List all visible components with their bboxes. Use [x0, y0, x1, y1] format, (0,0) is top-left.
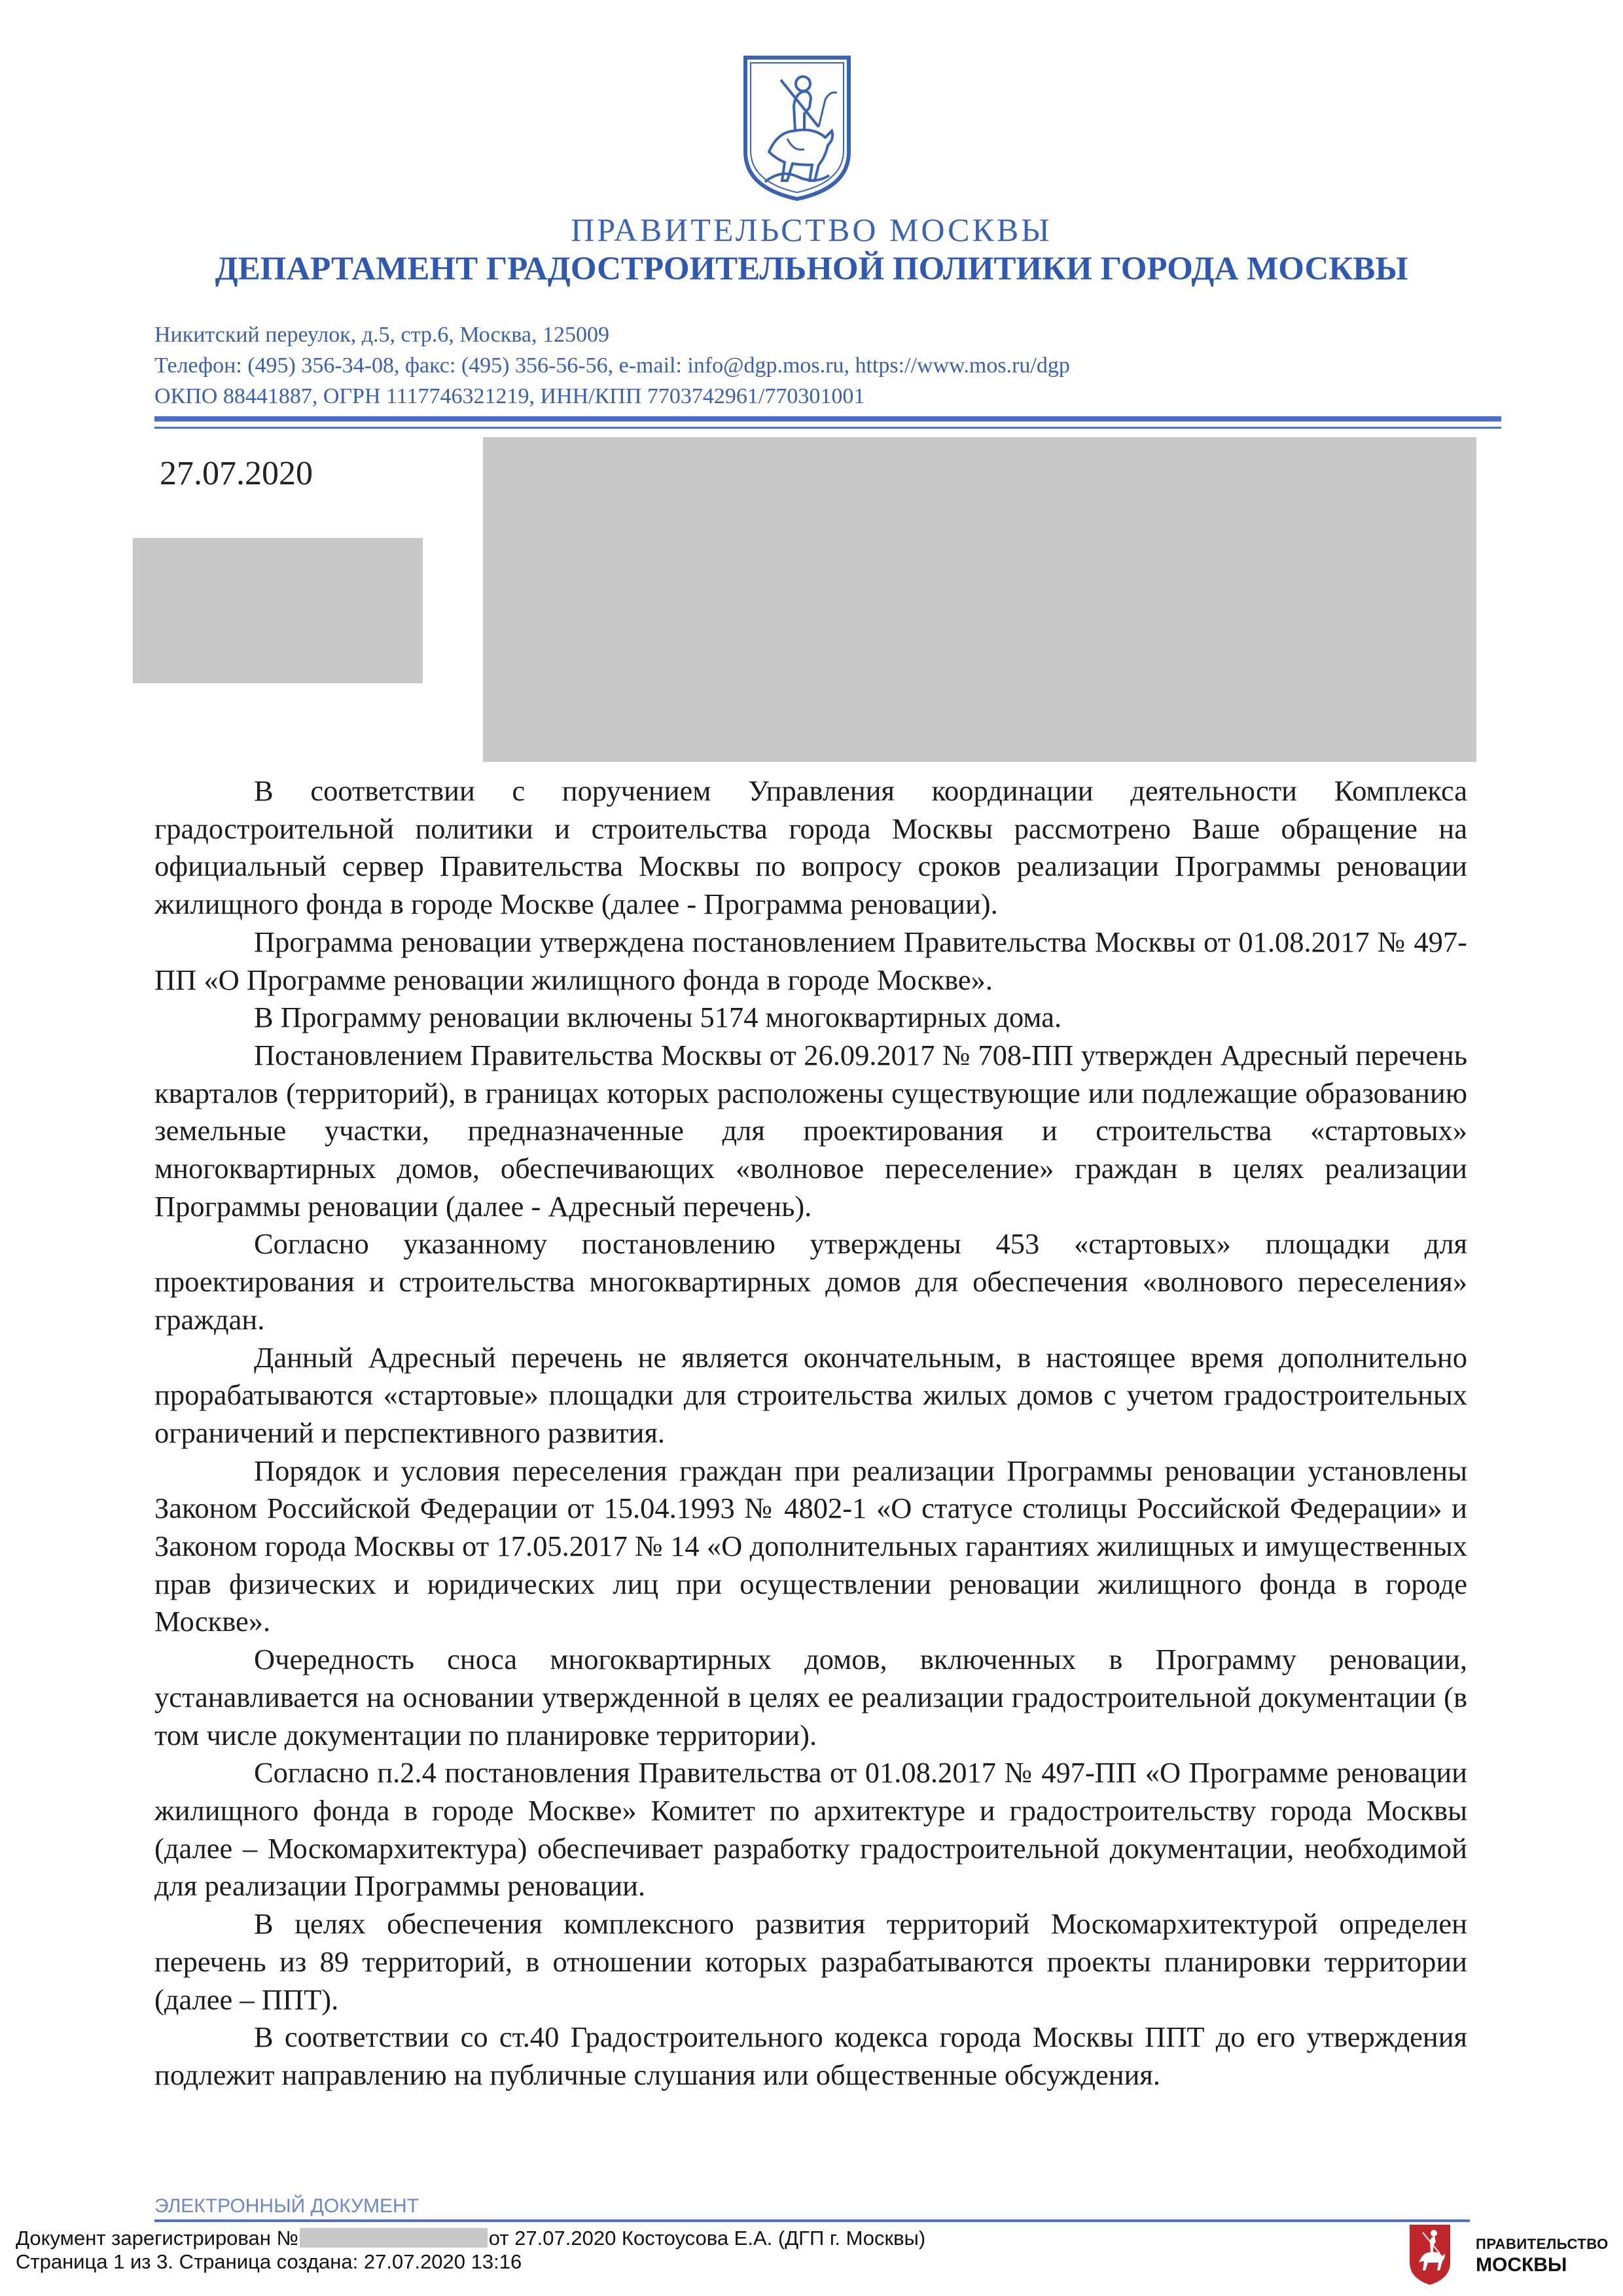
body-paragraph: Постановлением Правительства Москвы от 26.09.2017 № 708-ПП утвержден Адресный перечень кварталов (территорий), в границах которых расположены существующие или подлежащие образованию земельные участки, предназначенные для проектирования и строительства «стартовых» многоквартирных домов, обеспечивающих «волновое переселение» граждан в целях реализации Программы реновации (далее - Адресный перечень). [154, 1038, 1467, 1223]
org-name-line2: ДЕПАРТАМЕНТ ГРАДОСТРОИТЕЛЬНОЙ ПОЛИТИКИ ГОРОДА МОСКВЫ [215, 251, 1408, 287]
moscow-coat-of-arms-icon [741, 54, 853, 202]
org-name-line1: ПРАВИТЕЛЬСТВО МОСКВЫ [571, 211, 1052, 248]
address-line: Никитский переулок, д.5, стр.6, Москва, 125009 [154, 323, 609, 347]
logo-text-line1: ПРАВИТЕЛЬСТВО [1476, 2236, 1609, 2252]
registration-codes-line: ОКПО 88441887, ОГРН 1117746321219, ИНН/КПП 7703742961/770301001 [154, 384, 865, 408]
phone-line: Телефон: (495) 356-34-08, факс: (495) 356-56-56, e-mail: info@dgp.mos.ru, https://www.mos.ru/dgp [154, 353, 1070, 378]
letter-date: 27.07.2020 [160, 455, 313, 492]
electronic-document-label: ЭЛЕКТРОННЫЙ ДОКУМЕНТ [154, 2195, 419, 2217]
body-paragraph: Согласно п.2.4 постановления Правительства от 01.08.2017 № 497-ПП «О Программе реновации жилищного фонда в городе Москве» Комитет по архитектуре и градостроительству города Москвы (далее – Москомархитектура) обеспечивает разработку градостроительной документации, необходимой для реализации Программы реновации. [154, 1756, 1467, 1903]
registration-line [16, 2227, 925, 2250]
logo-text-line2: МОСКВЫ [1476, 2254, 1567, 2276]
header-divider-thin [154, 427, 1501, 429]
redacted-addressee [483, 437, 1476, 762]
body-paragraph: В Программу реновации включены 5174 многоквартирных дома. [254, 1001, 1062, 1034]
body-paragraph: Данный Адресный перечень не является окончательным, в настоящее время дополнительно прорабатываются «стартовые» площадки для строительства жилых домов с учетом градостроительных ограничений и перспективного развития. [154, 1340, 1467, 1449]
body-paragraph: В соответствии со ст.40 Градостроительного кодекса города Москвы ППТ до его утверждения подлежит направлению на публичные слушания или общественные обсуждения. [154, 2020, 1467, 2091]
registration-suffix: от 27.07.2020 Костоусова Е.А. (ДГП г. Москвы) [488, 2227, 926, 2250]
body-paragraph: Программа реновации утверждена постановлением Правительства Москвы от 01.08.2017 № 497-ПП «О Программе реновации жилищного фонда в городе Москве». [154, 925, 1467, 996]
header-divider-thick [154, 416, 1501, 422]
footer-logo-text [1476, 2236, 1609, 2276]
moscow-government-logo-icon [1407, 2222, 1453, 2287]
contact-block [154, 319, 1070, 412]
body-paragraph: Порядок и условия переселения граждан при реализации Программы реновации установлены Законом Российской Федерации от 15.04.1993 № 4802-1 «О статусе столицы Российской Федерации» и Законом города Москвы от 17.05.2017 № 14 «О дополнительных гарантиях жилищных и имущественных прав физических и юридических лиц при осуществлении реновации жилищного фонда в городе Москве». [154, 1454, 1467, 1638]
letter-body [154, 772, 1467, 2094]
page-info: Страница 1 из 3. Страница создана: 27.07.2020 13:16 [16, 2250, 522, 2273]
registration-prefix: Документ зарегистрирован № [16, 2227, 298, 2250]
footer-divider [154, 2219, 1470, 2222]
body-paragraph: В соответствии с поручением Управления координации деятельности Комплекса градостроительной политики и строительства города Москвы рассмотрено Ваше обращение на официальный сервер Правительства Москвы по вопросу сроков реализации Программы реновации жилищного фонда в городе Москве (далее - Программа реновации). [154, 774, 1467, 921]
body-paragraph: В целях обеспечения комплексного развития территорий Москомархитектурой определен перечень из 89 территорий, в отношении которых разрабатываются проекты планировки территории (далее – ППТ). [154, 1907, 1467, 2016]
body-paragraph: Очередность сноса многоквартирных домов, включенных в Программу реновации, устанавливается на основании утвержденной в целях ее реализации градостроительной документации (в том числе документации по планировке территории). [154, 1643, 1467, 1751]
redacted-reg-number [300, 2228, 488, 2248]
redacted-reference [133, 538, 423, 683]
body-paragraph: Согласно указанному постановлению утверждены 453 «стартовых» площадки для проектирования и строительства многоквартирных домов для обеспечения «волнового переселения» граждан. [154, 1227, 1467, 1336]
registration-stamp [16, 2227, 925, 2274]
